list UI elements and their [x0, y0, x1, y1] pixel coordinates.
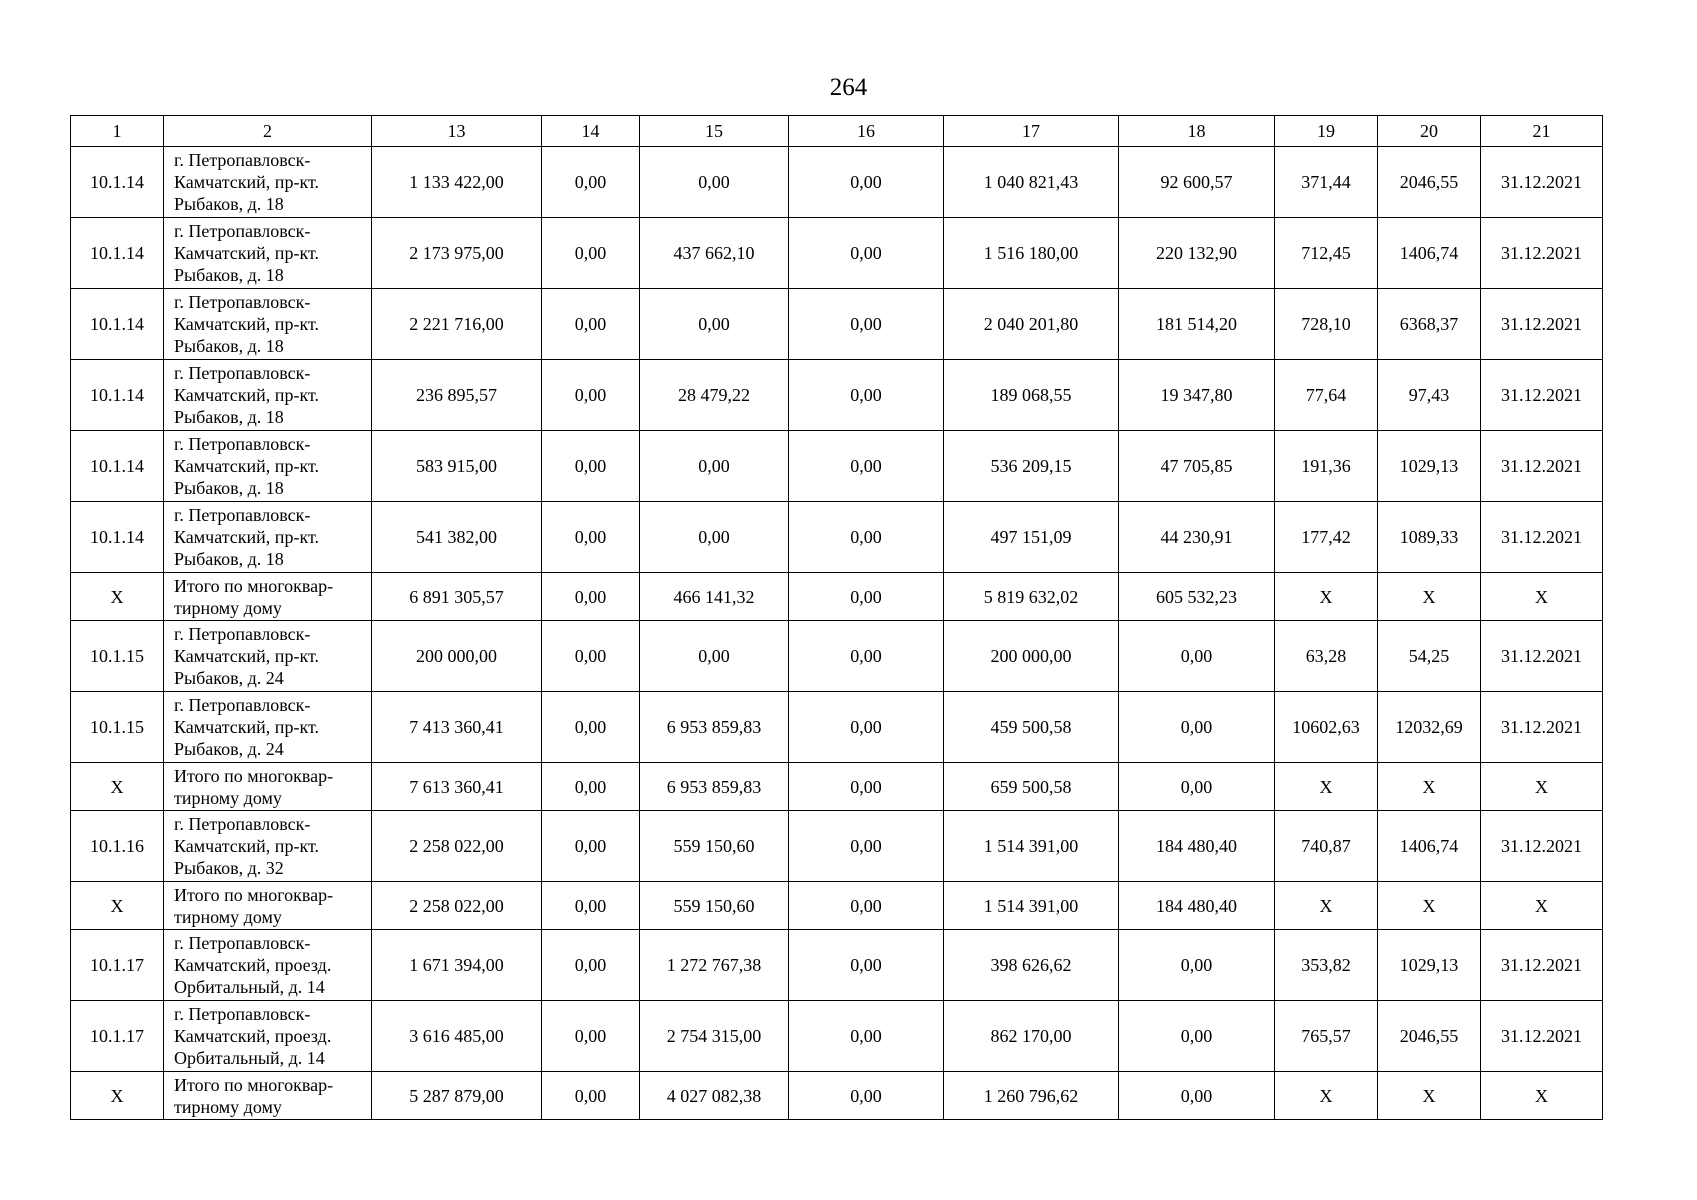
cell-col-14: 0,00: [542, 573, 640, 621]
cell-col-18: 44 230,91: [1119, 502, 1275, 573]
cell-col-14: 0,00: [542, 930, 640, 1001]
cell-col-14: 0,00: [542, 882, 640, 930]
cell-col-16: 0,00: [789, 147, 944, 218]
cell-col-21: 31.12.2021: [1481, 502, 1603, 573]
cell-col-13: 7 613 360,41: [372, 763, 542, 811]
cell-col-16: 0,00: [789, 811, 944, 882]
cell-col-20: 12032,69: [1378, 692, 1481, 763]
table-row: [71, 502, 1603, 573]
cell-col-15: 0,00: [640, 502, 789, 573]
cell-col-20: 1406,74: [1378, 811, 1481, 882]
cell-number: 10.1.14: [71, 360, 164, 431]
cell-col-15: 0,00: [640, 147, 789, 218]
cell-col-14: 0,00: [542, 218, 640, 289]
cell-col-17: 536 209,15: [944, 431, 1119, 502]
cell-col-21: 31.12.2021: [1481, 289, 1603, 360]
cell-col-16: 0,00: [789, 621, 944, 692]
cell-col-13: 583 915,00: [372, 431, 542, 502]
cell-col-17: 659 500,58: [944, 763, 1119, 811]
cell-col-18: 0,00: [1119, 763, 1275, 811]
cell-col-21: 31.12.2021: [1481, 431, 1603, 502]
cell-col-20: 2046,55: [1378, 147, 1481, 218]
column-header: 15: [640, 116, 789, 147]
cell-col-17: 497 151,09: [944, 502, 1119, 573]
cell-col-20: Х: [1378, 573, 1481, 621]
cell-col-21: Х: [1481, 1072, 1603, 1120]
cell-col-16: 0,00: [789, 1072, 944, 1120]
cell-col-21: 31.12.2021: [1481, 692, 1603, 763]
cell-col-19: 353,82: [1275, 930, 1378, 1001]
cell-col-14: 0,00: [542, 692, 640, 763]
cell-col-20: 6368,37: [1378, 289, 1481, 360]
cell-number: 10.1.14: [71, 289, 164, 360]
cell-col-19: 765,57: [1275, 1001, 1378, 1072]
cell-col-18: 0,00: [1119, 930, 1275, 1001]
cell-col-15: 437 662,10: [640, 218, 789, 289]
cell-col-15: 6 953 859,83: [640, 692, 789, 763]
cell-col-19: 740,87: [1275, 811, 1378, 882]
table-total-row: [71, 763, 1603, 811]
cell-col-18: 605 532,23: [1119, 573, 1275, 621]
cell-col-18: 0,00: [1119, 1072, 1275, 1120]
cell-number: 10.1.14: [71, 147, 164, 218]
cell-col-13: 7 413 360,41: [372, 692, 542, 763]
cell-col-13: 236 895,57: [372, 360, 542, 431]
header-row: [71, 116, 1603, 147]
cell-col-17: 2 040 201,80: [944, 289, 1119, 360]
cell-number: 10.1.15: [71, 692, 164, 763]
cell-number: 10.1.16: [71, 811, 164, 882]
cell-col-17: 189 068,55: [944, 360, 1119, 431]
cell-col-17: 398 626,62: [944, 930, 1119, 1001]
cell-number: Х: [71, 1072, 164, 1120]
cell-col-21: 31.12.2021: [1481, 811, 1603, 882]
cell-col-16: 0,00: [789, 289, 944, 360]
cell-col-13: 1 671 394,00: [372, 930, 542, 1001]
cell-col-19: 728,10: [1275, 289, 1378, 360]
cell-col-20: Х: [1378, 1072, 1481, 1120]
table-row: [71, 811, 1603, 882]
cell-col-16: 0,00: [789, 573, 944, 621]
cell-col-15: 6 953 859,83: [640, 763, 789, 811]
table-total-row: [71, 1072, 1603, 1120]
cell-col-18: 184 480,40: [1119, 811, 1275, 882]
table-row: [71, 360, 1603, 431]
cell-col-13: 200 000,00: [372, 621, 542, 692]
cell-col-14: 0,00: [542, 289, 640, 360]
cell-col-17: 1 514 391,00: [944, 882, 1119, 930]
cell-number: Х: [71, 573, 164, 621]
column-header: 14: [542, 116, 640, 147]
cell-col-13: 1 133 422,00: [372, 147, 542, 218]
column-header: 17: [944, 116, 1119, 147]
cell-address: г. Петропавловск- Камчатский, проезд. Орбитальный, д. 14: [164, 930, 372, 1001]
cell-col-14: 0,00: [542, 1072, 640, 1120]
cell-col-21: Х: [1481, 882, 1603, 930]
cell-col-19: 63,28: [1275, 621, 1378, 692]
table-row: [71, 930, 1603, 1001]
cell-number: Х: [71, 882, 164, 930]
cell-col-15: 0,00: [640, 431, 789, 502]
cell-address: г. Петропавловск- Камчатский, пр-кт. Рыбаков, д. 32: [164, 811, 372, 882]
cell-col-15: 28 479,22: [640, 360, 789, 431]
cell-address: Итого по многоквар- тирному дому: [164, 882, 372, 930]
cell-col-21: 31.12.2021: [1481, 930, 1603, 1001]
column-header: 18: [1119, 116, 1275, 147]
cell-col-19: Х: [1275, 573, 1378, 621]
cell-number: 10.1.14: [71, 431, 164, 502]
table-total-row: [71, 573, 1603, 621]
cell-col-13: 2 173 975,00: [372, 218, 542, 289]
cell-col-18: 47 705,85: [1119, 431, 1275, 502]
cell-col-18: 0,00: [1119, 621, 1275, 692]
cell-address: г. Петропавловск- Камчатский, пр-кт. Рыбаков, д. 18: [164, 147, 372, 218]
cell-col-20: 1089,33: [1378, 502, 1481, 573]
cell-col-16: 0,00: [789, 360, 944, 431]
cell-col-16: 0,00: [789, 763, 944, 811]
table-row: [71, 692, 1603, 763]
cell-col-18: 181 514,20: [1119, 289, 1275, 360]
column-header: 19: [1275, 116, 1378, 147]
table-row: [71, 147, 1603, 218]
cell-col-21: 31.12.2021: [1481, 1001, 1603, 1072]
table-row: [71, 1001, 1603, 1072]
cell-col-19: Х: [1275, 882, 1378, 930]
cell-col-18: 92 600,57: [1119, 147, 1275, 218]
cell-col-16: 0,00: [789, 692, 944, 763]
column-header: 1: [71, 116, 164, 147]
cell-address: г. Петропавловск- Камчатский, пр-кт. Рыбаков, д. 18: [164, 218, 372, 289]
cell-address: г. Петропавловск- Камчатский, пр-кт. Рыбаков, д. 18: [164, 360, 372, 431]
cell-col-20: Х: [1378, 763, 1481, 811]
cell-address: г. Петропавловск- Камчатский, пр-кт. Рыбаков, д. 24: [164, 692, 372, 763]
cell-number: 10.1.17: [71, 930, 164, 1001]
cell-number: 10.1.14: [71, 218, 164, 289]
column-header: 20: [1378, 116, 1481, 147]
cell-address: Итого по многоквар- тирному дому: [164, 763, 372, 811]
cell-col-17: 1 040 821,43: [944, 147, 1119, 218]
cell-col-21: 31.12.2021: [1481, 147, 1603, 218]
cell-col-13: 2 258 022,00: [372, 811, 542, 882]
cell-col-18: 0,00: [1119, 1001, 1275, 1072]
cell-col-19: 371,44: [1275, 147, 1378, 218]
cell-col-20: 1029,13: [1378, 431, 1481, 502]
cell-col-17: 1 514 391,00: [944, 811, 1119, 882]
cell-col-16: 0,00: [789, 882, 944, 930]
cell-address: Итого по многоквар- тирному дому: [164, 1072, 372, 1120]
cell-col-19: 177,42: [1275, 502, 1378, 573]
cell-number: 10.1.17: [71, 1001, 164, 1072]
cell-col-13: 2 258 022,00: [372, 882, 542, 930]
cell-col-16: 0,00: [789, 502, 944, 573]
cell-col-13: 6 891 305,57: [372, 573, 542, 621]
cell-col-18: 220 132,90: [1119, 218, 1275, 289]
cell-col-14: 0,00: [542, 763, 640, 811]
column-header: 16: [789, 116, 944, 147]
cell-col-15: 4 027 082,38: [640, 1072, 789, 1120]
cell-col-21: 31.12.2021: [1481, 621, 1603, 692]
cell-col-17: 459 500,58: [944, 692, 1119, 763]
cell-col-19: Х: [1275, 1072, 1378, 1120]
cell-col-18: 19 347,80: [1119, 360, 1275, 431]
cell-address: Итого по многоквар- тирному дому: [164, 573, 372, 621]
cell-col-14: 0,00: [542, 811, 640, 882]
cell-address: г. Петропавловск- Камчатский, пр-кт. Рыбаков, д. 18: [164, 502, 372, 573]
cell-col-14: 0,00: [542, 431, 640, 502]
cell-col-20: Х: [1378, 882, 1481, 930]
cell-col-21: 31.12.2021: [1481, 360, 1603, 431]
cell-col-21: Х: [1481, 573, 1603, 621]
cell-col-15: 0,00: [640, 289, 789, 360]
cell-col-17: 200 000,00: [944, 621, 1119, 692]
cell-col-15: 0,00: [640, 621, 789, 692]
cell-address: г. Петропавловск- Камчатский, проезд. Орбитальный, д. 14: [164, 1001, 372, 1072]
cell-col-14: 0,00: [542, 1001, 640, 1072]
cell-col-13: 5 287 879,00: [372, 1072, 542, 1120]
cell-address: г. Петропавловск- Камчатский, пр-кт. Рыбаков, д. 18: [164, 431, 372, 502]
cell-col-18: 0,00: [1119, 692, 1275, 763]
cell-col-19: 77,64: [1275, 360, 1378, 431]
cell-address: г. Петропавловск- Камчатский, пр-кт. Рыбаков, д. 24: [164, 621, 372, 692]
cell-col-19: Х: [1275, 763, 1378, 811]
cell-col-13: 2 221 716,00: [372, 289, 542, 360]
table-total-row: [71, 882, 1603, 930]
cell-col-16: 0,00: [789, 218, 944, 289]
cell-col-20: 1029,13: [1378, 930, 1481, 1001]
cell-number: 10.1.15: [71, 621, 164, 692]
cell-col-15: 2 754 315,00: [640, 1001, 789, 1072]
cell-col-20: 2046,55: [1378, 1001, 1481, 1072]
cell-col-15: 1 272 767,38: [640, 930, 789, 1001]
cell-col-17: 1 516 180,00: [944, 218, 1119, 289]
cell-col-15: 559 150,60: [640, 811, 789, 882]
cell-col-15: 559 150,60: [640, 882, 789, 930]
table-row: [71, 289, 1603, 360]
cell-col-19: 10602,63: [1275, 692, 1378, 763]
cell-col-20: 97,43: [1378, 360, 1481, 431]
cell-col-16: 0,00: [789, 431, 944, 502]
cell-col-15: 466 141,32: [640, 573, 789, 621]
cell-col-13: 541 382,00: [372, 502, 542, 573]
cell-col-14: 0,00: [542, 502, 640, 573]
cell-col-19: 712,45: [1275, 218, 1378, 289]
cell-col-21: 31.12.2021: [1481, 218, 1603, 289]
cell-col-17: 862 170,00: [944, 1001, 1119, 1072]
column-header: 21: [1481, 116, 1603, 147]
cell-col-14: 0,00: [542, 147, 640, 218]
cell-col-13: 3 616 485,00: [372, 1001, 542, 1072]
cell-col-14: 0,00: [542, 621, 640, 692]
cell-col-17: 5 819 632,02: [944, 573, 1119, 621]
page-number: 264: [829, 74, 868, 101]
cell-col-21: Х: [1481, 763, 1603, 811]
cell-col-16: 0,00: [789, 930, 944, 1001]
table-row: [71, 218, 1603, 289]
cell-number: Х: [71, 763, 164, 811]
cell-col-18: 184 480,40: [1119, 882, 1275, 930]
cell-number: 10.1.14: [71, 502, 164, 573]
table-row: [71, 431, 1603, 502]
column-header: 2: [164, 116, 372, 147]
cell-col-20: 54,25: [1378, 621, 1481, 692]
data-table: [70, 115, 1603, 1120]
cell-col-20: 1406,74: [1378, 218, 1481, 289]
cell-col-17: 1 260 796,62: [944, 1072, 1119, 1120]
cell-address: г. Петропавловск- Камчатский, пр-кт. Рыбаков, д. 18: [164, 289, 372, 360]
cell-col-16: 0,00: [789, 1001, 944, 1072]
table-row: [71, 621, 1603, 692]
cell-col-14: 0,00: [542, 360, 640, 431]
column-header: 13: [372, 116, 542, 147]
cell-col-19: 191,36: [1275, 431, 1378, 502]
